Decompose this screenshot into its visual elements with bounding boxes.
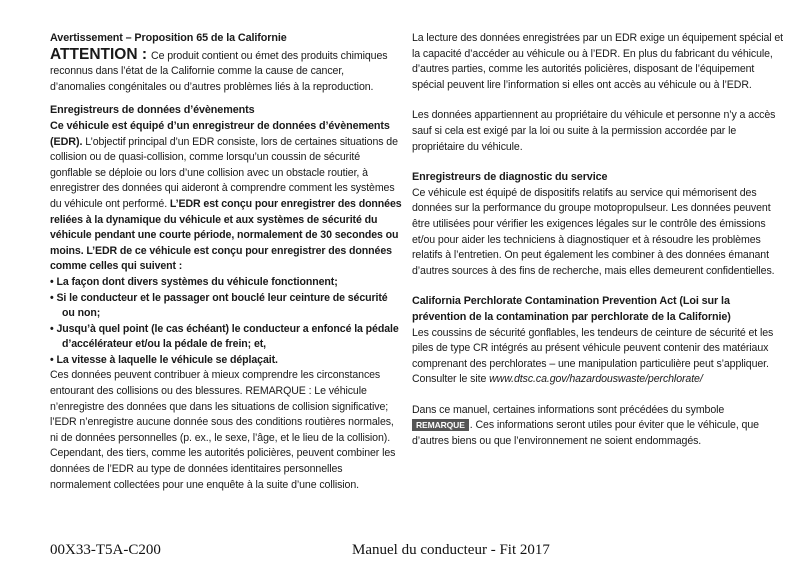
notice-text: Dans ce manuel, certaines informations sont précédées du symbole	[412, 403, 725, 416]
edr-note-paragraph: Ces données peuvent contribuer à mieux comprendre les circonstances entourant des collisions ou des blessures. REMARQUE : Le véhicule n’enregistre des données que dans les situations de collision significative; l’EDR n’enregistre aucune donnée sous des conditions routières normales, ni de données personnelles (p. ex., le sexe, l’âge, et le lieu de la collision). Cependant, des tiers, comme les autorités policières, peuvent combiner les données de l’EDR au type de données identitaires personnelles normalement collectées pour une enquête à la suite d’une collision.	[50, 369, 396, 491]
perchlorate-text: Les coussins de sécurité gonflables, les tendeurs de ceinture de sécurité et les piles de type CR intégrés au présent véhicule peuvent contenir des matériaux comprenant des perchlorates – une manipulation particulière peut s’appliquer. Consulter le site	[412, 326, 774, 386]
edr-ownership-paragraph: Les données appartiennent au propriétaire du véhicule et personne n’y a accès sauf si cela est exigé par la loi ou suite à la permission accordée par le propriétaire du véhicule.	[412, 109, 776, 153]
perchlorate-paragraph	[412, 326, 784, 388]
manual-title: Manuel du conducteur - Fit 2017	[352, 542, 550, 558]
list-item: • Jusqu’à quel point (le cas échéant) le conducteur a enfoncé la pédale d’accélérateur et/ou la pédale de frein; et,	[50, 322, 402, 353]
edr-access-paragraph: La lecture des données enregistrées par un EDR exige un équipement spécial et la capacité d’accéder au véhicule ou à l’EDR. En plus du fabricant du véhicule, d’autres parties, comme les autorités policières, disposant de l’équipement spécial peuvent lire l’information si elles ont accès au véhicule ou à l’EDR.	[412, 32, 783, 91]
edr-bold-intro: Ce véhicule est équipé d’un enregistreur de données d’évènements (EDR).	[50, 119, 390, 148]
attention-label: ATTENTION :	[50, 45, 148, 63]
notice-paragraph	[412, 403, 784, 450]
attention-paragraph	[50, 47, 402, 96]
attention-text: Ce produit contient ou émet des produits chimiques reconnus dans l’état de la Californie comme la cause de cancer, d’anomalies congénitales ou d’autres problèmes liés à la reproduction.	[50, 49, 388, 93]
prop65-heading: Avertissement – Proposition 65 de la Californie	[50, 32, 287, 44]
remarque-symbol: REMARQUE	[412, 419, 469, 431]
list-item: • La vitesse à laquelle le véhicule se déplaçait.	[50, 353, 402, 369]
list-item: • Si le conducteur et le passager ont bouclé leur ceinture de sécurité ou non;	[50, 291, 402, 322]
notice-text-2: . Ces informations seront utiles pour éviter que le véhicule, que d’autres biens ou que l’environnement ne soient endommagés.	[412, 419, 759, 448]
perchlorate-link[interactable]: www.dtsc.ca.gov/hazardouswaste/perchlorate/	[489, 373, 703, 386]
diagnostic-heading: Enregistreurs de diagnostic du service	[412, 171, 608, 184]
right-column	[412, 31, 784, 450]
edr-bold-details: L’EDR est conçu pour enregistrer des données reliées à la dynamique du véhicule et aux systèmes de sécurité du véhicule pendant une courte période, normalement de 30 secondes ou moins. L’EDR de ce véhicule est conçu pour enregistrer des données comme celles qui suivent :	[50, 197, 402, 273]
list-item: • La façon dont divers systèmes du véhicule fonctionnent;	[50, 275, 402, 291]
edr-data-list	[50, 275, 402, 369]
edr-heading: Enregistreurs de données d’évènements	[50, 104, 255, 117]
perchlorate-heading: California Perchlorate Contamination Prevention Act (Loi sur la prévention de la contamination par perchlorate de la Californie)	[412, 295, 731, 323]
document-code: 00X33-T5A-C200	[50, 542, 161, 558]
diagnostic-paragraph: Ce véhicule est équipé de dispositifs relatifs au service qui mémorisent des données sur la performance du groupe motopropulseur. Les données peuvent être utilisées pour vérifier les exigences légales sur le contrôle des émissions et/ou pour aider les techniciens à diagnostiquer et à résoudre les problèmes relatifs à l’entretien. On peut également les combiner à des données émanant d’autres sources à des fins de recherche, mais elles demeurent confidentielles.	[412, 186, 775, 277]
edr-text: L’objectif principal d’un EDR consiste, lors de certaines situations de collision ou de quasi-collision, comme lorsqu’un coussin de sécurité gonflable se déploie ou lors d’une collision avec un obstacle routier, à enregistrer des données qui aideront à comprendre comment les systèmes du véhicule ont performé.	[50, 135, 398, 210]
left-column	[50, 31, 402, 493]
edr-paragraph	[50, 119, 402, 275]
